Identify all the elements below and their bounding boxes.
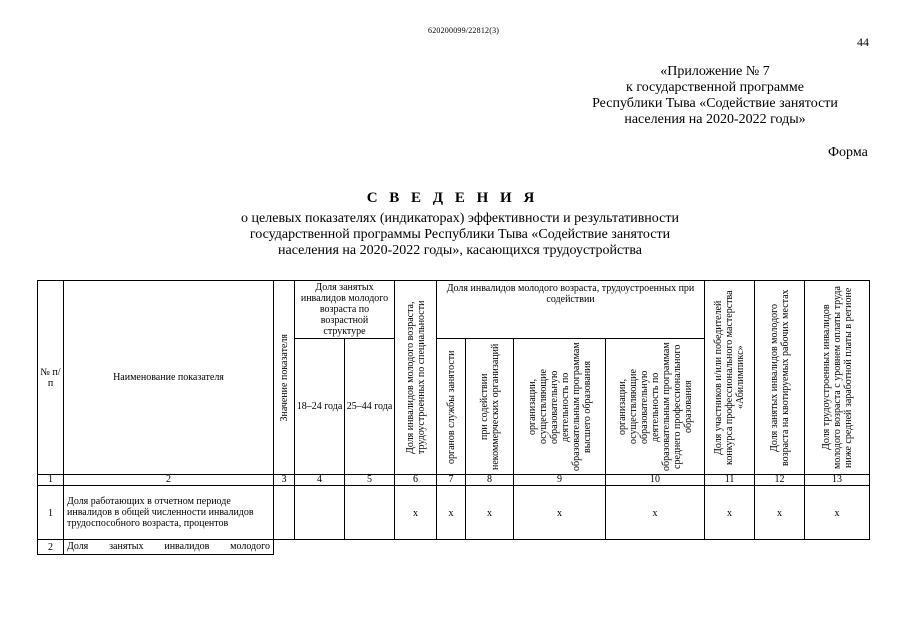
col-num-6: 6 <box>395 475 437 486</box>
form-label: Форма <box>828 145 868 160</box>
column-numbers-row <box>38 475 870 486</box>
header-value <box>274 281 295 475</box>
header-value-text: Значение показателя <box>278 333 290 422</box>
header-abilimpics <box>705 281 755 475</box>
header-by-specialty <box>395 281 437 475</box>
header-employment-service <box>437 339 466 475</box>
table-row <box>38 486 870 540</box>
header-by-specialty-text: Доля инвалидов молодого возраста, трудоустроенных по специальности <box>404 300 427 455</box>
appendix-line-3: Республики Тыва «Содействие занятости <box>592 96 838 111</box>
row-1-c6: x <box>395 486 437 540</box>
col-num-7: 7 <box>437 475 466 486</box>
header-quota <box>755 281 805 475</box>
indicators-table <box>37 280 870 555</box>
row-1-c8: x <box>466 486 514 540</box>
col-num-10: 10 <box>606 475 705 486</box>
row-1-c10: x <box>606 486 705 540</box>
header-name: Наименование показателя <box>64 281 274 475</box>
col-num-8: 8 <box>466 475 514 486</box>
header-employment-service-text: органов службы занятости <box>445 349 457 464</box>
col-num-11: 11 <box>705 475 755 486</box>
header-abilimpics-text: Доля участников и/или победителей конкурса профессионального мастерства «Абилимпикс» <box>713 290 747 465</box>
row-2-name: Доля занятых инвалидов молодого <box>64 540 274 555</box>
page-number: 44 <box>857 35 869 49</box>
subtitle-line-3: населения на 2020-2022 годы», касающихся трудоустройства <box>278 243 642 258</box>
subtitle-line-2: государственной программы Республики Тыва «Содействие занятости <box>249 227 671 242</box>
document-code: 620200099/22812(3) <box>428 26 500 35</box>
col-num-12: 12 <box>755 475 805 486</box>
header-assistance: Доля инвалидов молодого возраста, трудоустроенных при содействии <box>437 281 705 339</box>
row-1-c13: x <box>805 486 870 540</box>
col-num-4: 4 <box>295 475 345 486</box>
col-num-9: 9 <box>514 475 606 486</box>
appendix-header <box>565 64 865 128</box>
header-age-25-44: 25–44 года <box>345 339 395 475</box>
col-num-3: 3 <box>274 475 295 486</box>
table-row <box>38 540 870 555</box>
document-subtitle <box>150 211 770 259</box>
row-1-c5 <box>345 486 395 540</box>
row-1-c7: x <box>437 486 466 540</box>
col-num-2: 2 <box>64 475 274 486</box>
header-nonprofit <box>466 339 514 475</box>
header-age-share: Доля занятых инвалидов молодого возраста по возрастной структуре <box>295 281 395 339</box>
row-1-c11: x <box>705 486 755 540</box>
document-title: С В Е Д Е Н И Я <box>366 190 539 206</box>
row-1-c4 <box>295 486 345 540</box>
appendix-line-2: к государственной программе <box>626 80 804 95</box>
row-1-num: 1 <box>38 486 64 540</box>
header-nonprofit-text: при содействии некоммерческих организаций <box>478 343 501 470</box>
header-vocational-edu-text: организации, осуществляющие образовательную деятельность по образовательным программам среднего профессионального образования <box>616 342 694 471</box>
row-1-c9: x <box>514 486 606 540</box>
header-wage <box>805 281 870 475</box>
appendix-line-4: населения на 2020-2022 годы» <box>624 112 806 127</box>
header-num: № п/п <box>38 281 64 475</box>
row-1-value <box>274 486 295 540</box>
header-age-18-24: 18–24 года <box>295 339 345 475</box>
row-1-name: Доля работающих в отчетном периоде инвалидов в общей численности инвалидов трудоспособного возраста, процентов <box>64 486 274 540</box>
row-2-num: 2 <box>38 540 64 555</box>
header-higher-edu <box>514 339 606 475</box>
row-1-c12: x <box>755 486 805 540</box>
header-vocational-edu <box>606 339 705 475</box>
header-quota-text: Доля занятых инвалидов молодого возраста на квотируемых рабочих местах <box>768 289 791 466</box>
subtitle-line-1: о целевых показателях (индикаторах) эффективности и результативности <box>241 211 679 226</box>
appendix-line-1: «Приложение № 7 <box>660 64 770 79</box>
col-num-1: 1 <box>38 475 64 486</box>
header-wage-text: Доля трудоустроенных инвалидов молодого возраста с уровнем оплаты труда ниже средней заработной платы в регионе <box>820 286 854 469</box>
col-num-13: 13 <box>805 475 870 486</box>
header-row-1 <box>38 281 870 339</box>
header-higher-edu-text: организации, осуществляющие образовательную деятельность по образовательным программам высшего образования <box>526 342 593 471</box>
col-num-5: 5 <box>345 475 395 486</box>
